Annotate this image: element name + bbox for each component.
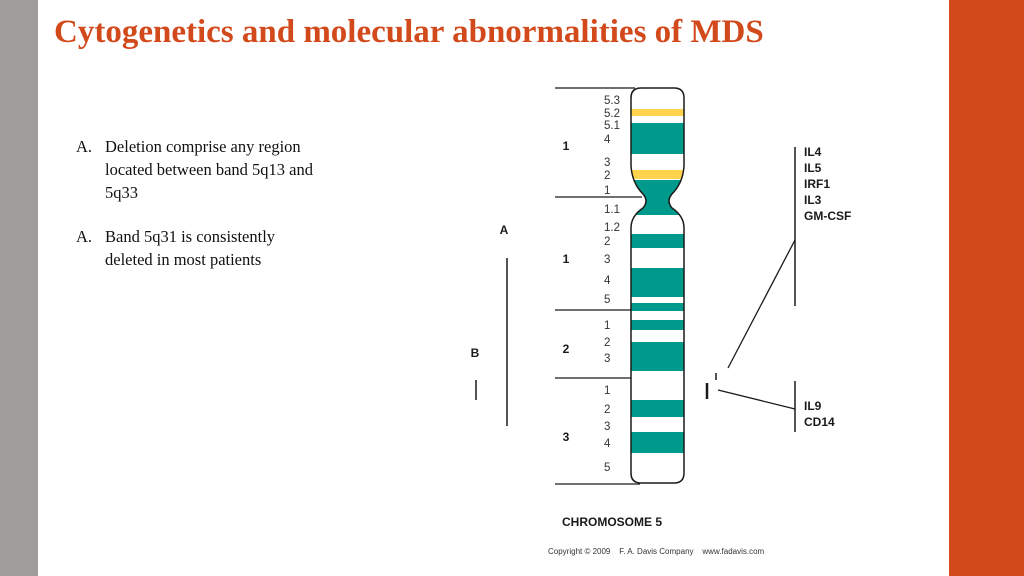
gene-label: IL3 [804, 193, 822, 207]
band-label: 3 [604, 353, 611, 365]
gene-label: IL5 [804, 161, 822, 175]
gene-label: IL4 [804, 145, 822, 159]
band-label: 2 [604, 404, 611, 416]
bullet-marker: A. [76, 137, 93, 156]
band-label: 1 [604, 185, 611, 197]
band-label: 5 [604, 294, 611, 306]
band-labels [604, 95, 620, 474]
band-5q34 [628, 432, 688, 453]
gene-label: IL9 [804, 399, 822, 413]
band-5q13 [628, 234, 688, 248]
band-label: 1 [604, 320, 611, 332]
chromosome-caption: CHROMOSOME 5 [562, 515, 663, 529]
band-5q15 [628, 303, 688, 311]
gene-label: IRF1 [804, 177, 831, 191]
band-label: 3 [604, 157, 611, 169]
band-label: 4 [604, 275, 611, 287]
region-numbers [563, 139, 570, 444]
band-5p14 [628, 123, 688, 154]
bullet-marker: A. [76, 227, 93, 246]
slide-title: Cytogenetics and molecular abnormalities of MDS [54, 14, 764, 50]
band-5q32 [628, 400, 688, 417]
band-label: 1.1 [604, 204, 620, 216]
band-label: 1 [604, 385, 611, 397]
copyright-text: Copyright © 2009 F. A. Davis Company www.fadavis.com [548, 547, 765, 556]
band-label: 5.3 [604, 95, 620, 107]
band-label: 3 [604, 421, 611, 433]
chromosome-bands [628, 109, 688, 453]
band-5p15.2 [628, 109, 688, 116]
bullet-text: Deletion comprise any region located between band 5q13 and 5q33 [105, 137, 314, 202]
gene-labels [804, 145, 851, 429]
band-5p13.2 [628, 170, 688, 179]
band-label: 4 [604, 438, 611, 450]
region-label-q3: 3 [562, 430, 570, 444]
band-5q14 [628, 268, 688, 297]
band-label: 2 [604, 170, 611, 182]
gene-leader-lines [718, 147, 795, 432]
gene-label: CD14 [804, 415, 835, 429]
band-5q21 [628, 320, 688, 330]
band-label: 5.1 [604, 120, 620, 132]
band-label: 2 [604, 236, 611, 248]
band-label: 5.2 [604, 108, 620, 120]
band-label: 5 [604, 462, 611, 474]
gene-label: GM-CSF [804, 209, 852, 223]
bullet-text: Band 5q31 is consistently deleted in most patients [105, 227, 276, 269]
bracket-b-label: B [470, 346, 480, 360]
leader-line-group-1 [728, 240, 795, 368]
band-5q23 [628, 342, 688, 371]
band-label: 4 [604, 134, 611, 146]
region-label-p1: 1 [562, 139, 570, 153]
region-label-q1: 1 [562, 252, 570, 266]
band-label: 3 [604, 254, 611, 266]
band-label: 1.2 [604, 222, 620, 234]
leader-line-group-2 [718, 390, 795, 409]
region-label-q2: 2 [562, 342, 570, 356]
band-label: 2 [604, 337, 611, 349]
bracket-a-label: A [499, 223, 509, 237]
